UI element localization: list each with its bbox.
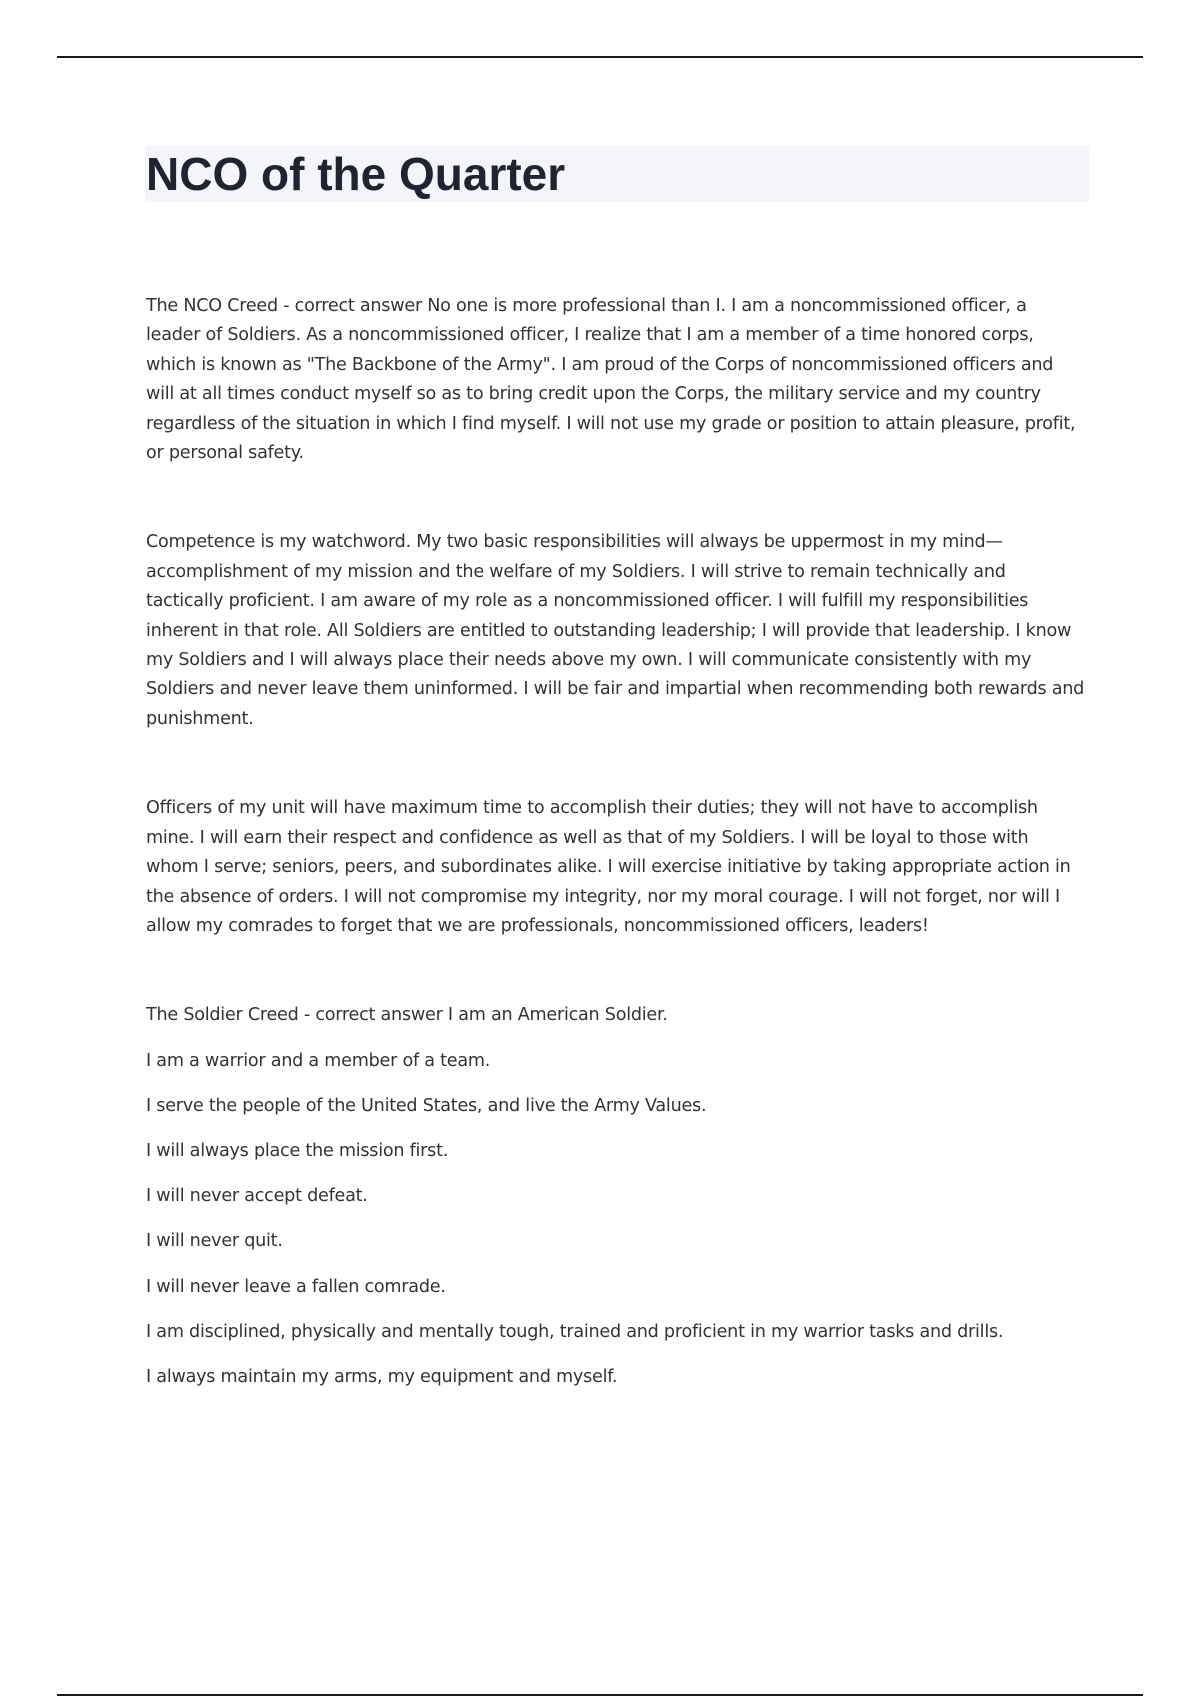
soldier-creed-line: I will never quit.: [146, 1231, 283, 1252]
soldier-creed-line: I will never leave a fallen comrade.: [146, 1276, 446, 1297]
nco-creed-paragraph-3: Officers of my unit will have maximum time to accomplish their duties; they will not have to accomplish mine. I will earn their respect and confidence as well as that of my Soldiers. I will be loyal to those with whom I serve; seniors, peers, and subordinates alike. I will exercise initiative by taking appropriate action in the absence of orders. I will not compromise my integrity, nor my moral courage. I will not forget, nor will I allow my comrades to forget that we are professionals, noncommissioned officers, leaders!: [146, 798, 1071, 936]
soldier-creed-line: The Soldier Creed - correct answer I am an American Soldier.: [146, 1005, 668, 1026]
bottom-rule: [57, 1694, 1143, 1696]
soldier-creed-line: I am disciplined, physically and mentally tough, trained and proficient in my warrior tasks and drills.: [146, 1321, 1004, 1342]
soldier-creed-line: I serve the people of the United States, and live the Army Values.: [146, 1095, 707, 1116]
soldier-creed-line: I always maintain my arms, my equipment and myself.: [146, 1366, 618, 1387]
page-title: NCO of the Quarter: [146, 148, 566, 200]
soldier-creed-line: I will never accept defeat.: [146, 1186, 368, 1207]
soldier-creed-line: I will always place the mission first.: [146, 1140, 449, 1161]
top-rule: [57, 56, 1143, 58]
document-body: [146, 292, 1086, 1408]
soldier-creed-list: [146, 1001, 1086, 1392]
nco-creed-paragraph-1: The NCO Creed - correct answer No one is more professional than I. I am a noncommissioned officer, a leader of Soldiers. As a noncommissioned officer, I realize that I am a member of a time honored corps, which is known as "The Backbone of the Army". I am proud of the Corps of noncommissioned officers and will at all times conduct myself so as to bring credit upon the Corps, the military service and my country regardless of the situation in which I find myself. I will not use my grade or position to attain pleasure, profit, or personal safety.: [146, 296, 1076, 464]
nco-creed-paragraph-2: Competence is my watchword. My two basic responsibilities will always be uppermost in my mind—accomplishment of my mission and the welfare of my Soldiers. I will strive to remain technically and tactically proficient. I am aware of my role as a noncommissioned officer. I will fulfill my responsibilities inherent in that role. All Soldiers are entitled to outstanding leadership; I will provide that leadership. I know my Soldiers and I will always place their needs above my own. I will communicate consistently with my Soldiers and never leave them uninformed. I will be fair and impartial when recommending both rewards and punishment.: [146, 532, 1085, 729]
soldier-creed-line: I am a warrior and a member of a team.: [146, 1050, 491, 1071]
